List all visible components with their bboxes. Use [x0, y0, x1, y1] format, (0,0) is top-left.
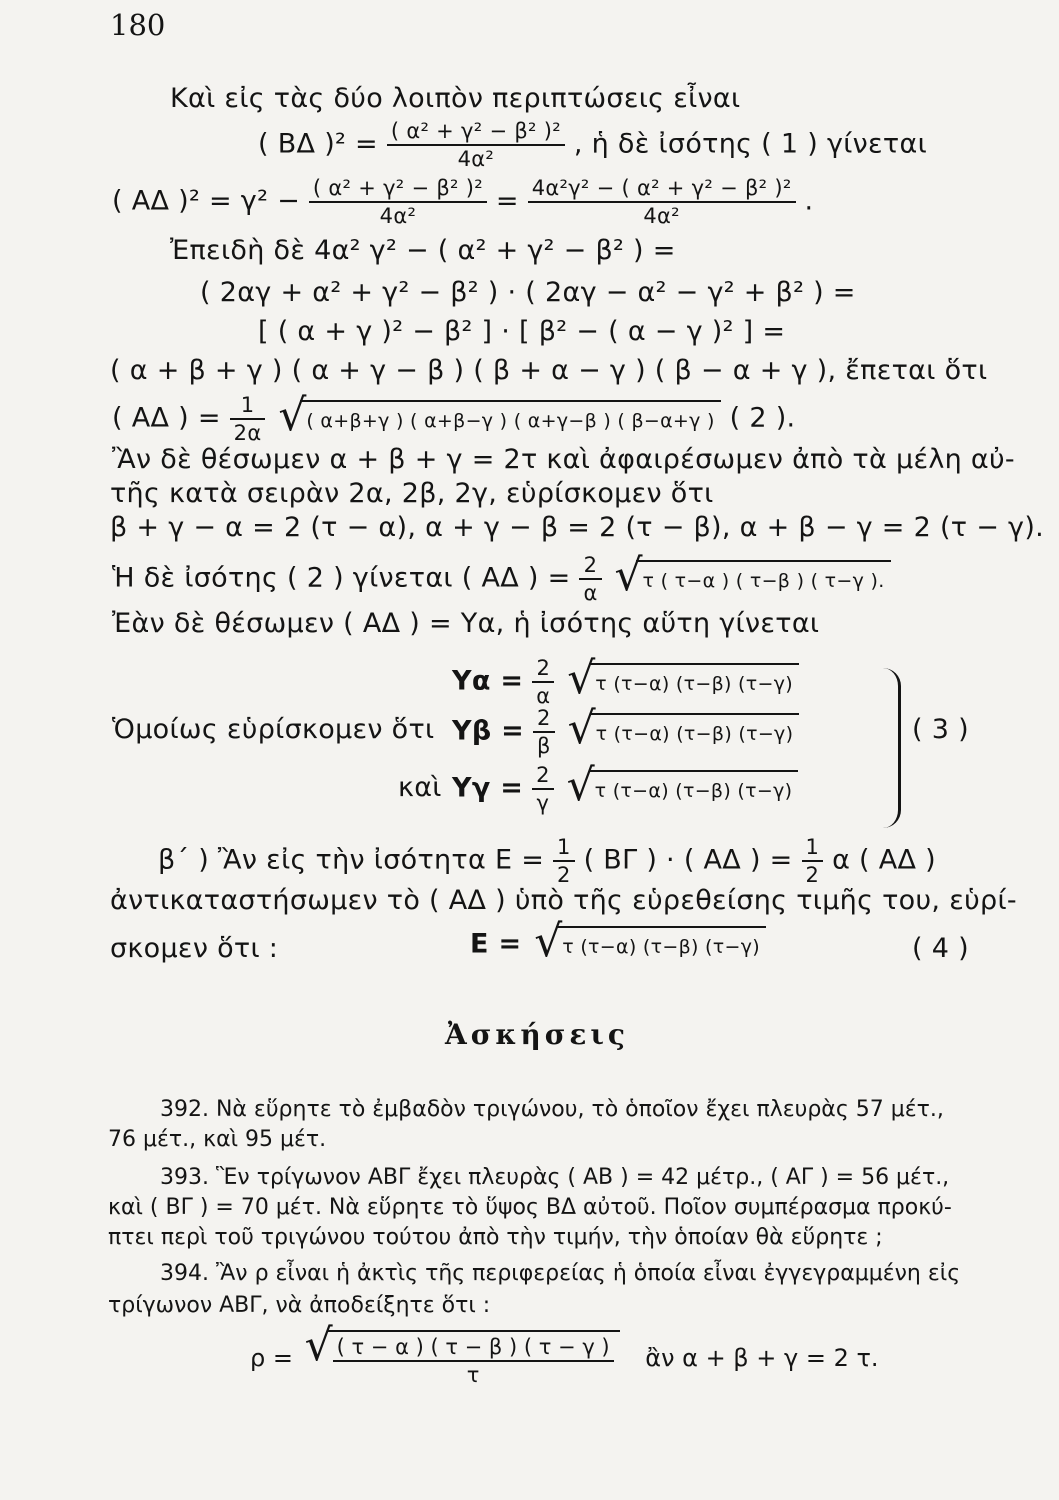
fraction-numerator: ( α² + γ² − β² )² [387, 118, 565, 146]
fraction-denominator: 2α [233, 421, 262, 445]
fraction-numerator: 1 [802, 834, 824, 862]
exercise-line: 394. Ἂν ρ εἶναι ἡ ἀκτὶς τῆς περιφερείας ἡ ὁποία εἶναι ἐγγεγραμμένη εἰς [160, 1261, 961, 1286]
fraction-denominator: 2 [557, 863, 571, 887]
fraction-numerator: 4α²γ² − ( α² + γ² − β² )² [528, 175, 796, 203]
text-line: καὶ [398, 772, 442, 803]
equation-part: ( ΑΔ ) = [112, 402, 221, 434]
fraction-numerator: 1 [553, 834, 575, 862]
equation-part: ἂν α + β + γ = 2 τ. [645, 1344, 879, 1372]
radical-sign: √ [614, 550, 643, 601]
equation-heron [470, 916, 766, 967]
fraction-denominator: τ [466, 1363, 480, 1387]
equation-inradius [250, 1320, 879, 1388]
fraction [553, 834, 575, 888]
text-line: ἀντικαταστήσωμεν τὸ ( ΑΔ ) ὑπὸ τῆς εὑρεθείσης τιμῆς του, εὑρί- [110, 885, 1017, 916]
square-root [563, 760, 799, 811]
fraction-denominator: α [536, 684, 551, 708]
equation-part: β΄ ) Ἂν εἰς τὴν ἰσότητα Ε = [158, 844, 545, 876]
fraction-denominator: 2 [805, 863, 820, 887]
square-root [610, 550, 890, 601]
text-line: σκομεν ὅτι : [110, 933, 279, 964]
text-line: [ ( α + γ )² − β² ] · [ β² − ( α − γ )² ] = [258, 316, 786, 347]
equation-part: ( ΒΔ )² = [258, 128, 378, 160]
section-heading: Ἀσκήσεις [445, 1018, 629, 1051]
radical-sign: √ [567, 703, 596, 754]
radical-sign: √ [567, 653, 596, 704]
equation-ad-formula [112, 392, 795, 446]
fraction-denominator: 4α² [379, 204, 417, 228]
exercise-line: 392. Νὰ εὕρητε τὸ ἐμβαδὸν τριγώνου, τὸ ὁποῖον ἔχει πλευρὰς 57 μέτ., [160, 1097, 944, 1122]
fraction [333, 1334, 614, 1388]
fraction-denominator: β [537, 734, 551, 758]
radical-sign: √ [534, 916, 563, 967]
fraction-denominator: γ [536, 791, 550, 815]
equation-y-alpha [452, 655, 799, 709]
exercise-line: πτει περὶ τοῦ τριγώνου τούτου ἀπὸ τὴν τιμήν, τὴν ὁποίαν θὰ εὕρητε ; [108, 1225, 883, 1250]
square-root [274, 390, 720, 441]
text-line: Ὁμοίως εὑρίσκομεν ὅτι [112, 714, 435, 745]
fraction-numerator: ( α² + γ² − β² )² [309, 175, 487, 203]
radicand: τ (τ−α) (τ−β) (τ−γ) [589, 770, 799, 808]
fraction [532, 762, 554, 816]
equation-y-gamma [452, 762, 798, 816]
text-line: ( α + β + γ ) ( α + γ − β ) ( β + α − γ ) ( β − α + γ ), ἔπεται ὅτι [110, 355, 988, 386]
text-line: β + γ − α = 2 (τ − α), α + γ − β = 2 (τ − β), α + β − γ = 2 (τ − γ). [110, 512, 1045, 543]
equation-ad-tau [112, 552, 891, 606]
equation-part: Ε = [470, 928, 522, 960]
exercise-line: τρίγωνον ΑΒΓ, νὰ ἀποδείξητε ὅτι : [108, 1293, 491, 1318]
fraction [802, 834, 824, 888]
fraction [579, 552, 601, 606]
equation-part: , ἡ δὲ ἰσότης ( 1 ) γίνεται [573, 128, 928, 160]
equation-bd [258, 118, 927, 172]
equation-part: ρ = [250, 1344, 293, 1372]
fraction [230, 392, 266, 446]
fraction [387, 118, 565, 172]
square-root [530, 916, 766, 967]
text-line: τῆς κατὰ σειρὰν 2α, 2β, 2γ, εὑρίσκομεν ὅτι [110, 478, 714, 509]
equation-part: ( ΒΓ ) · ( ΑΔ ) = [583, 844, 793, 876]
text-line: Ἐπειδὴ δὲ 4α² γ² − ( α² + γ² − β² ) = [170, 235, 676, 266]
radical-sign: √ [304, 1320, 333, 1371]
text-line: ( 2αγ + α² + γ² − β² ) · ( 2αγ − α² − γ² + β² ) = [200, 277, 856, 308]
text-line: Καὶ εἰς τὰς δύο λοιπὸν περιπτώσεις εἶναι [170, 83, 741, 114]
right-brace [878, 668, 901, 828]
exercise-line: 393. Ἓν τρίγωνον ΑΒΓ ἔχει πλευρὰς ( ΑΒ ) = 42 μέτρ., ( ΑΓ ) = 56 μέτ., [160, 1165, 950, 1190]
equation-part: Ἡ δὲ ἰσότης ( 2 ) γίνεται ( ΑΔ ) = [112, 562, 571, 594]
fraction-numerator: 2 [532, 762, 554, 790]
equation-tag: ( 3 ) [912, 714, 969, 745]
equation-y-beta [452, 705, 799, 759]
equation-area [158, 834, 936, 888]
fraction-denominator: 4α² [643, 204, 680, 228]
radicand: ( α+β+γ ) ( α+β−γ ) ( α+γ−β ) ( β−α+γ ) [300, 400, 720, 438]
radical-sign: √ [278, 390, 307, 441]
fraction-denominator: α [583, 581, 598, 605]
fraction [528, 175, 796, 229]
equation-part: Υβ = [452, 715, 525, 747]
fraction-denominator: 4α² [457, 147, 495, 171]
exercise-line: 76 μέτ., καὶ 95 μέτ. [108, 1127, 327, 1152]
radicand-box [327, 1330, 620, 1388]
equation-part: . [804, 185, 814, 217]
fraction [532, 655, 554, 709]
page-number: 180 [110, 8, 166, 42]
radical-sign: √ [566, 760, 595, 811]
equation-tag: ( 4 ) [912, 933, 969, 964]
fraction-numerator: ( τ − α ) ( τ − β ) ( τ − γ ) [333, 1334, 614, 1362]
fraction-numerator: 2 [579, 552, 601, 580]
fraction-numerator: 2 [532, 655, 554, 683]
radicand: τ (τ−α) (τ−β) (τ−γ) [556, 926, 766, 964]
fraction [309, 175, 487, 229]
equation-part: ( 2 ). [729, 402, 796, 434]
equation-part: = [495, 185, 519, 217]
square-root [301, 1320, 620, 1388]
radicand: τ (τ−α) (τ−β) (τ−γ) [590, 713, 800, 751]
equation-part: α ( ΑΔ ) [832, 844, 937, 876]
square-root [563, 653, 799, 704]
equation-part: Υγ = [452, 772, 524, 804]
text-line: Ἐὰν δὲ θέσωμεν ( ΑΔ ) = Υα, ἡ ἰσότης αὕτη γίνεται [112, 608, 820, 639]
radicand: τ ( τ−α ) ( τ−β ) ( τ−γ ). [636, 560, 890, 598]
fraction-numerator: 1 [230, 392, 266, 420]
equation-ad-squared [112, 175, 813, 229]
square-root [564, 703, 800, 754]
equation-part: ( ΑΔ )² = γ² − [112, 185, 300, 217]
equation-part: Υα = [452, 665, 524, 697]
radicand: τ (τ−α) (τ−β) (τ−γ) [589, 663, 799, 701]
text-line: Ἂν δὲ θέσωμεν α + β + γ = 2τ καὶ ἀφαιρέσωμεν ἀπὸ τὰ μέλη αὐ- [112, 444, 1015, 475]
fraction [533, 705, 555, 759]
fraction-numerator: 2 [533, 705, 555, 733]
exercise-line: καὶ ( ΒΓ ) = 70 μέτ. Νὰ εὕρητε τὸ ὕψος ΒΔ αὐτοῦ. Ποῖον συμπέρασμα προκύ- [108, 1195, 952, 1220]
